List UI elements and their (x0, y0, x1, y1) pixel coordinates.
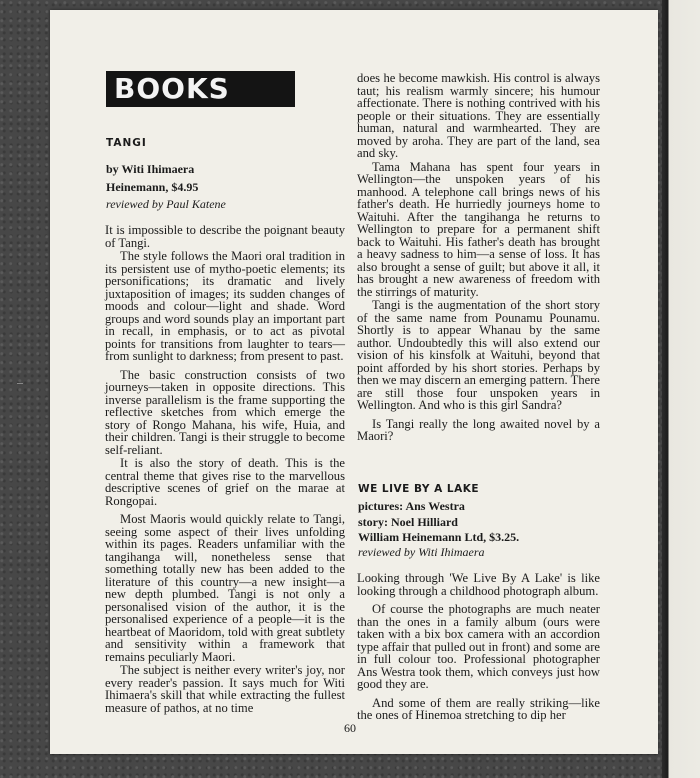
review1-author: by Witi Ihimaera (106, 162, 195, 176)
paragraph: does he become mawkish. His control is always taut; his realism warmly sincere; his humour affectionate. There is nothing contrived with his people or their situations. They are essentially human, natural and warmhearted. They are moved by aroha. They are part of the land, sea and sky. (357, 71, 600, 160)
review2-column (357, 572, 600, 722)
paragraph: The subject is neither every writer's joy, nor every reader's passion. It says much for Witi Ihimaera's skill that while extracting the fullest measure of pathos, at no time (105, 663, 345, 715)
review1-publisher: Heinemann, $4.95 (106, 180, 199, 194)
paragraph: The basic construction consists of two journeys—taken in opposite directions. This inverse parallelism is the frame supporting the reflective sketches from which emerge the story of Rongo Mahana, his wife, Huia, and their children. Tangi is their struggle to become self-reliant. (105, 367, 345, 457)
paragraph: Looking through 'We Live By A Lake' is like looking through a childhood photograph album. (357, 571, 600, 598)
review1-title: TANGI (106, 137, 147, 149)
paragraph: Tangi is the augmentation of the short story of the same name from Pounamu Pounamu. Shortly is to appear Whanau by the same author. Undoubtedly this will also extend our vision of his kinsfolk at Waituhi, beyond that point afforded by his short stories. Perhaps by then we may discern an emerging pattern. There are still those four unspoken years in Wellington. And who is this girl Sandra? (357, 298, 600, 412)
paragraph: It is also the story of death. This is the central theme that gives rise to the marvellous descriptive scenes of grief on the marae at Rongopai. (105, 456, 345, 508)
review2-pictures: pictures: Ans Westra (358, 499, 465, 513)
paragraph: Tama Mahana has spent four years in Wellington—the unspoken years of his manhood. A telephone call brings news of his father's death. He hurriedly journeys home to Waituhi. After the tangihanga he returns to Wellington to prepare for a permanent shift back to Waituhi. His father's death has brought a heavy sadness to him—a sense of loss. It has also brought a sense of guilt; but above it all, it has brought a new awareness of freedom with the stirrings of maturity. (357, 159, 600, 299)
paragraph: And some of them are really striking—like the ones of Hinemoa stretching to dip her (357, 695, 600, 722)
magazine-page (50, 10, 658, 754)
review2-reviewer: reviewed by Witi Ihimaera (358, 545, 485, 559)
review2-title: WE LIVE BY A LAKE (358, 483, 480, 495)
review2-publisher: William Heinemann Ltd, $3.25. (358, 530, 520, 544)
paragraph: The style follows the Maori oral tradition in its persistent use of mytho-poetic elements; its personifications; its dramatic and lively juxtaposition of images; its sudden changes of moods and colour—light and shade. Word groups and word sounds play an important part in recall, in emphasis, or to act as pivotal points for transitions from laughter to tears—from sunlight to darkness; from present to past. (105, 249, 345, 363)
review1-reviewer: reviewed by Paul Katene (106, 197, 226, 211)
paragraph: Most Maoris would quickly relate to Tangi, seeing some aspect of their lives unfolding within its pages. Readers unfamiliar with the tangihanga will, nonetheless sense that something totally new has been added to the literature of this country—a new insight—a new depth plumbed. Tangi is not only a personalised vision of the author, it is the personalised experience of a people—it is the heartbeat of Maoridom, told with great subtlety and sensitivity within a framework that remains peculiarly Maori. (105, 512, 345, 664)
section-banner: BOOKS (106, 71, 295, 107)
paragraph: Is Tangi really the long awaited novel by a Maori? (357, 416, 600, 443)
review1-right-column (357, 72, 600, 443)
page-number: 60 (344, 721, 356, 735)
paragraph: Of course the photographs are much neater than the ones in a family album (ours were taken with a bix box camera with an accordion type affair that pulled out in front) and some are in full colour too. Professional photographer Ans Westra took them, which conveys just how good they are. (357, 602, 600, 691)
scan-mark (17, 383, 23, 384)
paragraph: It is impossible to describe the poignant beauty of Tangi. (105, 223, 345, 250)
review2-story: story: Noel Hilliard (358, 515, 458, 529)
review1-left-column (105, 224, 345, 714)
facing-page-edge (662, 0, 700, 778)
